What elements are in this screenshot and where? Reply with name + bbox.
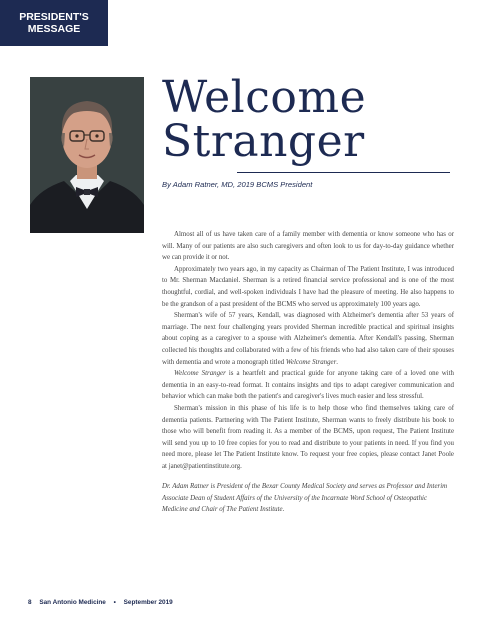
page-number: 8: [28, 599, 32, 606]
paragraph-text: is a heartfelt and practical guide for anyone taking care of a loved one with dementia in an easy-to-read format. It contains insights and tips to adapt caregiver communication and behavior which can make both the patient's and caregiver's lives much easier and less stressful.: [162, 370, 454, 401]
paragraph: Almost all of us have taken care of a family member with dementia or know someone who has or will. Many of our patients are also such caregivers and often look to us for day-to-day guidance whether we can provide it or not.: [162, 231, 454, 262]
article-body: [162, 229, 454, 515]
author-bio: Dr. Adam Ratner is President of the Bexar County Medical Society and serves as Professor and Interim Associate Dean of Student Affairs of the University of the Incarnate Word School of Osteopathic Medicine and Chair of The Patient Institute.: [162, 483, 448, 513]
footer-separator: •: [113, 599, 116, 606]
article-title-line1: Welcome: [162, 72, 367, 123]
page-footer: [28, 599, 179, 606]
title-underline: [237, 172, 450, 173]
author-portrait: [30, 77, 144, 233]
book-title: Welcome Stranger: [174, 370, 226, 378]
section-badge-line2: MESSAGE: [27, 23, 81, 35]
article-title: [162, 72, 462, 167]
paragraph: Approximately two years ago, in my capacity as Chairman of The Patient Institute, I was introduced to Mr. Sherman Macdaniel. Sherman is a retired financial service professional and is one of the most thoughtful, cordial, and well-spoken individuals I have had the pleasure of meeting. He also happens to be the grandson of a past president of the BCMS who served us approximately 100 years ago.: [162, 265, 454, 308]
section-badge-line1: PRESIDENT'S: [19, 11, 89, 23]
paragraph: Sherman's mission in this phase of his life is to help those who find themselves taking care of dementia patients. Partnering with The Patient Institute, Sherman wants to freely distribute his book to those who will benefit from reading it. As a member of the BCMS, upon request, The Patient Institute will send you up to 10 free copies for you to read and distribute to your patients in need. If you find you need more, please let The Patient Institute know. To request your free copies, please contact Janet Poole at janet@patientinstitute.org.: [162, 404, 454, 470]
article-title-line2: Stranger: [162, 116, 365, 167]
paragraph: [162, 310, 454, 368]
byline: By Adam Ratner, MD, 2019 BCMS President: [162, 180, 313, 189]
book-title: Welcome Stranger: [285, 358, 337, 366]
paragraph: [162, 368, 454, 403]
issue-date: September 2019: [123, 599, 173, 606]
paragraph-text: .: [336, 358, 339, 366]
paragraph-text: Sherman's wife of 57 years, Kendall, was diagnosed with Alzheimer's dementia after 53 years of marriage. The next four challenging years provided Sherman incredible practical and spiritual insights about coping as a caregiver to a spouse with Alzheimer's dementia. After Kendall's passing, Sherman collected his thoughts and collaborated with a few of his friends who had also taken care of their spouses with dementia and wrote a monograph titled: [162, 312, 454, 366]
section-badge: [0, 0, 108, 46]
publication-name: San Antonio Medicine: [39, 599, 106, 606]
